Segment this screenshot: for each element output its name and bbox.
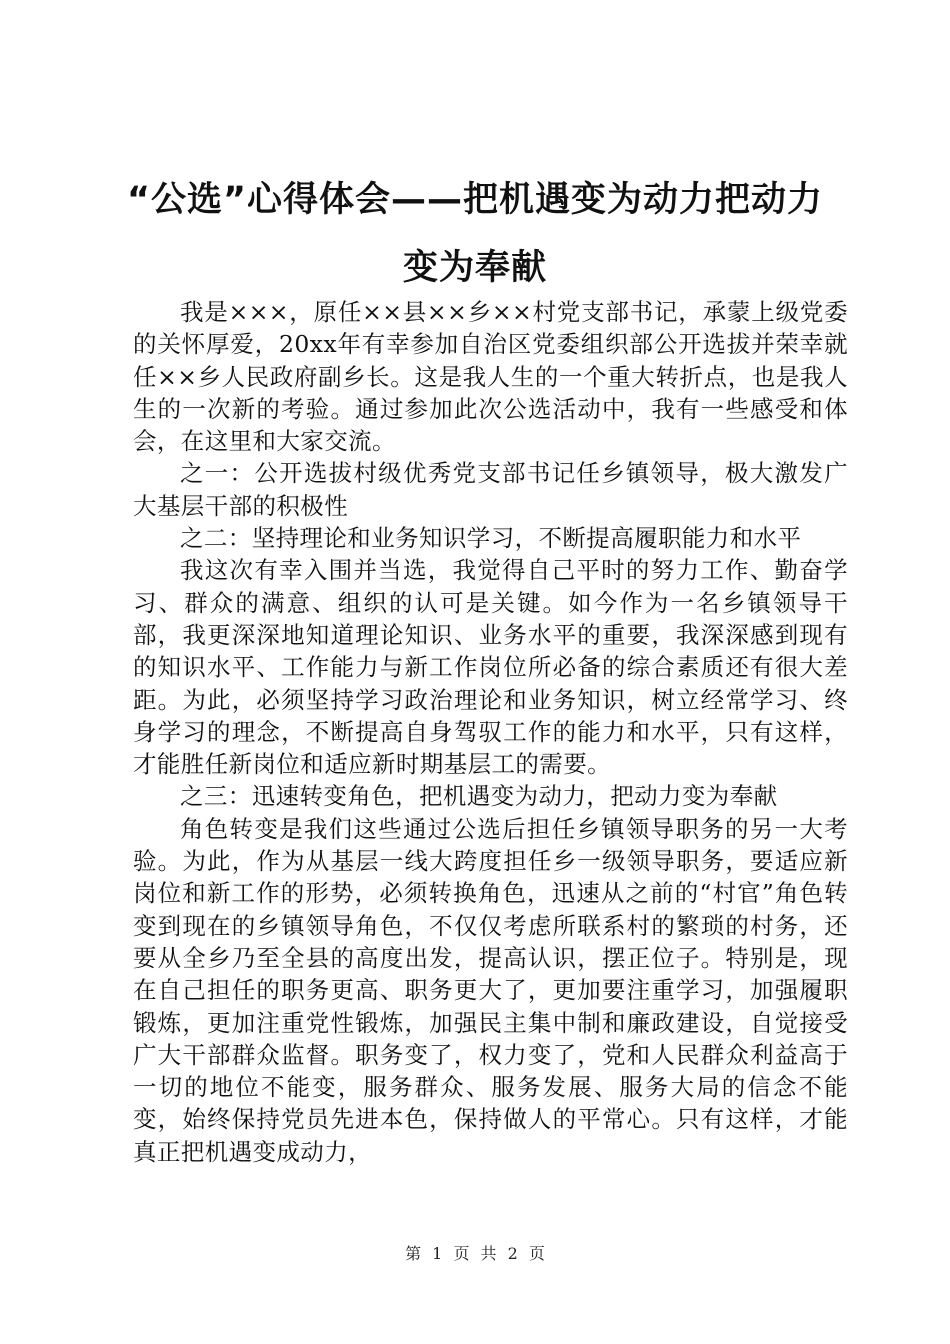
page-footer: 第 1 页 共 2 页	[405, 1244, 545, 1263]
section-heading-three: 之三：迅速转变角色，把机遇变为动力，把动力变为奉献	[180, 782, 778, 811]
paragraph-role-change: 角色转变是我们这些通过公选后担任乡镇领导职务的另一大考验。为此，作为从基层一线大跨度担任乡一级领导职务，要适应新岗位和新工作的形势，必须转换角色，迅速从之前的“村官”角色转变到现在的乡镇领导角色，不仅仅考虑所联系村的繁琐的村务，还要从全乡乃至全县的高度出发，提高认识，摆正位子。特别是，现在自己担任的职务更高、职务更大了，更加要注重学习，加强履职锻炼，更加注重党性锻炼，加强民主集中制和廉政建设，自觉接受广大干部群众监督。职务变了，权力变了，党和人民群众利益高于一切的地位不能变，服务群众、服务发展、服务大局的信念不能变，始终保持党员先进本色，保持做人的平常心。只有这样，才能真正把机遇变成动力，	[133, 814, 848, 1166]
paragraph-study: 我这次有幸入围并当选，我觉得自己平时的努力工作、勤奋学习、群众的满意、组织的认可是关键。如今作为一名乡镇领导干部，我更深深地知道理论知识、业务水平的重要，我深深感到现有的知识水平、工作能力与新工作岗位所必备的综合素质还有很大差距。为此，必须坚持学习政治理论和业务知识，树立经常学习、终身学习的理念，不断提高自身驾驭工作的能力和水平，只有这样，才能胜任新岗位和适应新时期基层工的需要。	[133, 556, 848, 779]
document-body	[133, 296, 848, 1168]
document-title: “公选”心得体会——把机遇变为动力把动力变为奉献	[126, 180, 823, 288]
section-heading-two: 之二：坚持理论和业务知识学习，不断提高履职能力和水平	[180, 524, 802, 553]
paragraph-intro: 我是×××，原任××县××乡××村党支部书记，承蒙上级党委的关怀厚爱，20xx年有幸参加自治区党委组织部公开选拔并荣幸就任××乡人民政府副乡长。这是我人生的一个重大转折点，也是我人生的一次新的考验。通过参加此次公选活动中，我有一些感受和体会，在这里和大家交流。	[133, 298, 848, 456]
section-heading-one: 之一：公开选拔村级优秀党支部书记任乡镇领导，极大激发广大基层干部的积极性	[133, 459, 848, 520]
